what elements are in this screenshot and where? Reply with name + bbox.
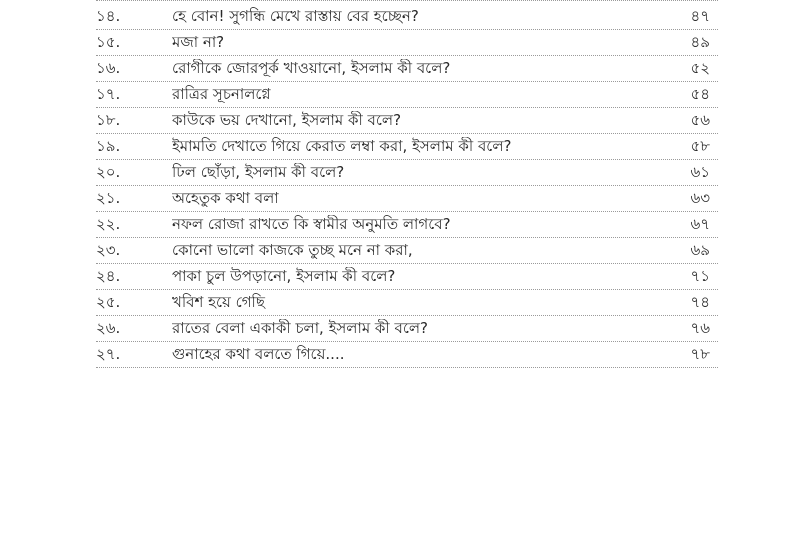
entry-page-number: ৫২ <box>690 59 710 77</box>
entry-page-number: ৫৬ <box>690 111 710 129</box>
entry-title: অহেতুক কথা বলা <box>172 189 279 207</box>
toc-entry <box>96 290 718 316</box>
toc-entry <box>96 108 718 134</box>
entry-page-number: ৬৩ <box>690 189 710 207</box>
entry-title: নফল রোজা রাখতে কি স্বামীর অনুমতি লাগবে? <box>172 215 451 233</box>
entry-page-number: ৭১ <box>690 267 710 285</box>
entry-page-number: ৬৯ <box>690 241 710 259</box>
entry-number: ১৬. <box>96 59 121 77</box>
entry-title: খবিশ হয়ে গেছি <box>172 293 265 311</box>
entry-number: ২১. <box>96 189 121 207</box>
entry-page-number: ৪৭ <box>690 7 710 25</box>
entry-title: হে বোন! সুগন্ধি মেখে রাস্তায় বের হচ্ছেন? <box>172 7 419 25</box>
entry-number: ১৫. <box>96 33 121 51</box>
entry-page-number: ৪৯ <box>690 33 710 51</box>
entry-number: ২০. <box>96 163 121 181</box>
entry-title: পাকা চুল উপড়ানো, ইসলাম কী বলে? <box>172 267 396 285</box>
toc-list <box>96 1 718 368</box>
toc-entry <box>96 82 718 108</box>
entry-number: ১৭. <box>96 85 121 103</box>
toc-entry <box>96 30 718 56</box>
entry-number: ২৬. <box>96 319 121 337</box>
entry-page-number: ৭৪ <box>690 293 710 311</box>
entry-number: ২৫. <box>96 293 121 311</box>
entry-page-number: ৬৭ <box>690 215 710 233</box>
entry-number: ১৪. <box>96 7 121 25</box>
entry-title: ঢিল ছোঁড়া, ইসলাম কী বলে? <box>172 163 345 181</box>
entry-title: কাউকে ভয় দেখানো, ইসলাম কী বলে? <box>172 111 402 129</box>
toc-entry <box>96 264 718 290</box>
entry-number: ২৩. <box>96 241 121 259</box>
entry-title: রোগীকে জোরপূর্ক খাওয়ানো, ইসলাম কী বলে? <box>172 59 451 77</box>
entry-page-number: ৬১ <box>690 163 710 181</box>
toc-entry <box>96 160 718 186</box>
toc-entry <box>96 186 718 212</box>
toc-entry <box>96 316 718 342</box>
toc-entry <box>96 212 718 238</box>
entry-title: ইমামতি দেখাতে গিয়ে কেরাত লম্বা করা, ইসলাম কী বলে? <box>172 137 512 155</box>
entry-number: ২৭. <box>96 345 121 363</box>
table-of-contents <box>96 0 718 368</box>
entry-page-number: ৫৪ <box>690 85 710 103</box>
toc-entry <box>96 134 718 160</box>
entry-number: ১৯. <box>96 137 121 155</box>
toc-entry <box>96 56 718 82</box>
entry-number: ১৮. <box>96 111 121 129</box>
entry-title: রাত্রির সূচনালগ্নে <box>172 85 271 103</box>
toc-entry <box>96 238 718 264</box>
entry-title: গুনাহের কথা বলতে গিয়ে.... <box>172 345 345 363</box>
entry-title: কোনো ভালো কাজকে তুচ্ছ মনে না করা, <box>172 241 413 259</box>
toc-entry <box>96 342 718 368</box>
entry-title: মজা না? <box>172 33 225 51</box>
toc-entry <box>96 1 718 30</box>
entry-title: রাতের বেলা একাকী চলা, ইসলাম কী বলে? <box>172 319 428 337</box>
entry-number: ২২. <box>96 215 121 233</box>
entry-page-number: ৫৮ <box>690 137 710 155</box>
entry-page-number: ৭৮ <box>690 345 710 363</box>
entry-page-number: ৭৬ <box>690 319 710 337</box>
entry-number: ২৪. <box>96 267 121 285</box>
